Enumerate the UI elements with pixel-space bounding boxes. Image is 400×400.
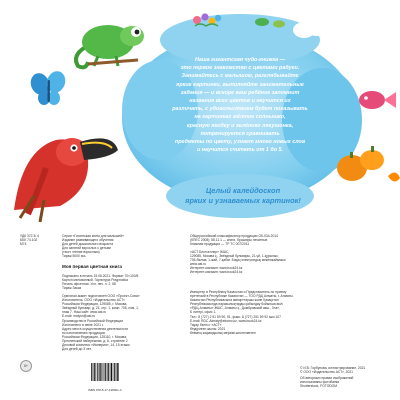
book-title: Моя первая цветная книга <box>62 264 122 269</box>
kz-address: «АСТ Бестселлер» ЖШС, 129085, Москва қ., Звёздный бульвары, 21-үй, 1-құрылыс, 705-бөлмө, 1-жай, 7-қабат. Біздің электрондық мекенжайымыз: www.ast.ru Интернет-магазин: www.book24.kz Интернет-магазин: www.book24.kz <box>190 250 287 275</box>
copyright-note: Об авторских правах изображений использованы фотобанки Shutterstock, FOTODOM <box>300 376 354 389</box>
blurb-line: и научится считать от 1 до 5. <box>196 147 283 154</box>
barcode-icon <box>90 362 120 388</box>
blurb-line: различать, с удовольствием будет показывать <box>172 106 308 113</box>
blurb-line: Занимайтесь с малышом, разглядывайте <box>181 73 299 80</box>
classification-codes: УДК 372.3/.4 ББК 74.102 М74 <box>20 234 39 247</box>
blurb-line: задания — и вскоре ваш ребёнок запомнит <box>180 89 300 96</box>
publisher-info: Оригинал-макет подготовлен ООО «Проект-Сова» Изготовитель: ООО «Издательство АСТ» Российская Федерация, 129085, г. Москва, Звёздный бульвар, д. 21, стр. 1, комн. 705, пом. 1, этаж 7. Наш сайт: www.ast.ru E-mail: malysh@ast.ru Производство в Российской Федерации Изготовлено в июне 2021 г. Адрес места осуществления деятельности по изготовлению продукции: Российская Федерация, 125110, г. Москва, Пресненский набережная, д. 6, строение 2 Деловой комплекс «Империя», 14, 15 этажи. Для детей до 3 лет. <box>62 294 140 352</box>
blurb-line: красную ягодку и зелёного лягушонка, <box>186 122 294 129</box>
blurb-line: на картинках жёлтое солнышко, <box>194 114 286 121</box>
print-details: Подписано в печать 15.06.2021. Формат 70×100/8 Картон мелованный. Гарнитура Pragmatica Печать офсетная. Усл. печ. л. 2. 58 Тираж Заказ <box>62 274 139 291</box>
imprint-area <box>0 228 400 400</box>
classifier-info: Общероссийский классификатор продукции ОК-034-2014 (КПЕС 2008); 58.11.1 — книги, брошюры печатные. Книжная продукция — ТР ТС 007/2011 <box>190 234 278 247</box>
series-info: Серия «Гигантская книга для малышей» Издание развивающего обучения Для детей дошкольного возраста Для занятий взрослых с детьми (текст чтение взрослым) Тираж 5000 экз. <box>62 234 124 259</box>
tagline-line-2: ярких и узнаваемых картинок! <box>185 196 301 205</box>
blurb-line: яркие картинки, выполняйте занимательные <box>176 81 304 88</box>
importer-info: Импортер в Республику Казахстан и Представитель по приему претензий в Республике Казахстан — ТОО РДЦ Алматы, г. Алматы. Казахстан Республикасына импорттаушы және Қазақстан Республикасында наразылықтарды қабылдау бойынша өкіл: «РДЦ-Алматы» ЖШС, Алматы қ., Домбровский көш., 3«а», Б литері, офис 1. Тел.: 8 (727) 2 51 59 90, 91, факс: 8 (727) 251 59 92 ішкі 107 E-mail: RDC-Almaty@eksmo.kz, www.book24.kz Тауар белгісі: «АСТ» Өндірілген жылы: 2021 Өнімнің жарамдылық мерзімі шектелмеген <box>190 290 294 335</box>
blurb-line: Наша гигантская чудо-книжка — <box>194 57 286 63</box>
blurb-text <box>160 56 320 154</box>
copyright-lines: © И.В. Горбунова, иллюстрирование, 2021 © ООО «Издательство АСТ», 2021 <box>300 366 366 375</box>
blurb-line: потренируется сравнивать <box>200 130 280 137</box>
blurb-line: названия всех цветов и научится их <box>189 98 291 105</box>
blurb-line: это первое знакомство с цветами радуги. <box>180 65 300 72</box>
tagline <box>168 186 318 206</box>
isbn-label: ISBN 978-5-17-138001-4 <box>88 388 122 392</box>
age-rating-badge: 0+ <box>20 360 32 372</box>
blurb-line: предметы по цвету, узнает много новых слов <box>174 139 306 146</box>
tagline-line-1: Целый калейдоскоп <box>205 186 281 195</box>
